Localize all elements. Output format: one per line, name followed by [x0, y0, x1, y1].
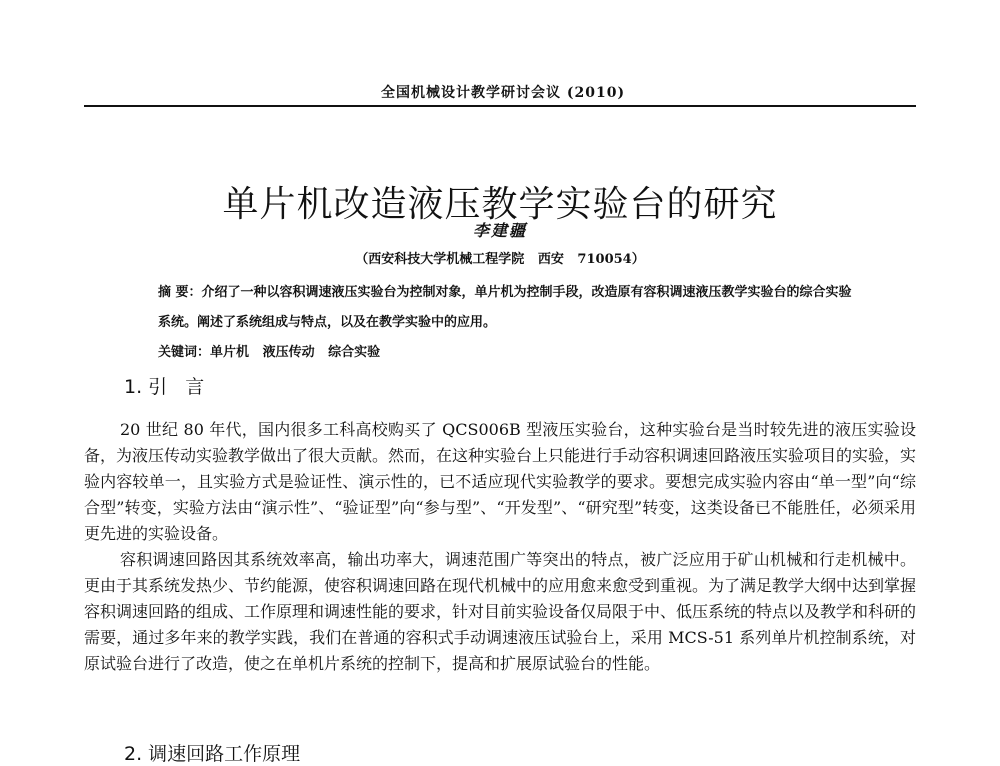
abstract-text: 介绍了一种以容积调速液压实验台为控制对象，单片机为控制手段，改造原有容积调速液压教学实验台的综合实验系统。阐述了系统组成与特点，以及在教学实验中的应用。 [158, 285, 852, 330]
abstract-label: 摘 要： [158, 285, 202, 300]
keywords-text: 单片机 液压传动 综合实验 [210, 345, 381, 360]
paragraph: 容积调速回路因其系统效率高，输出功率大，调速范围广等突出的特点，被广泛应用于矿山机械和行走机械中。更由于其系统发热少、节约能源，使容积调速回路在现代机械中的应用愈来愈受到重视。为了满足教学大纲中达到掌握容积调速回路的组成、工作原理和调速性能的要求，针对目前实验设备仅局限于中、低压系统的特点以及教学和科研的需要，通过多年来的教学实践，我们在普通的容积式手动调速液压试验台上，采用 MCS-51 系列单片机控制系统，对原试验台进行了改造，使之在单机片系统的控制下，提高和扩展原试验台的性能。 [84, 550, 917, 673]
header-rule [84, 105, 916, 107]
abstract [158, 278, 858, 338]
section-heading-principle: 2. 调速回路工作原理 [124, 743, 301, 765]
author: 李建疆 [472, 221, 527, 240]
paper-title: 单片机改造液压教学实验台的研究 [222, 184, 778, 226]
running-header: 全国机械设计教学研讨会议 (2010) [381, 85, 626, 101]
affiliation: （西安科技大学机械工程学院 西安 710054） [355, 252, 645, 267]
abstract-block [158, 278, 858, 368]
keywords-label: 关键词： [158, 345, 211, 360]
section-heading-introduction: 1. 引 言 [124, 376, 205, 398]
keywords [158, 338, 858, 368]
paragraph: 20 世纪 80 年代，国内很多工科高校购买了 QCS006B 型液压实验台，这种实验台是当时较先进的液压实验设备，为液压传动实验教学做出了很大贡献。然而，在这种实验台上只能进行手动容积调速回路液压实验项目的实验，实验内容较单一，且实验方式是验证性、演示性的，已不适应现代实验教学的要求。要想完成实验内容由“单一型”向“综合型”转变，实验方法由“演示性”、“验证型”向“参与型”、“开发型”、“研究型”转变，这类设备已不能胜任，必须采用更先进的实验设备。 [84, 420, 917, 543]
introduction-body [84, 417, 916, 677]
